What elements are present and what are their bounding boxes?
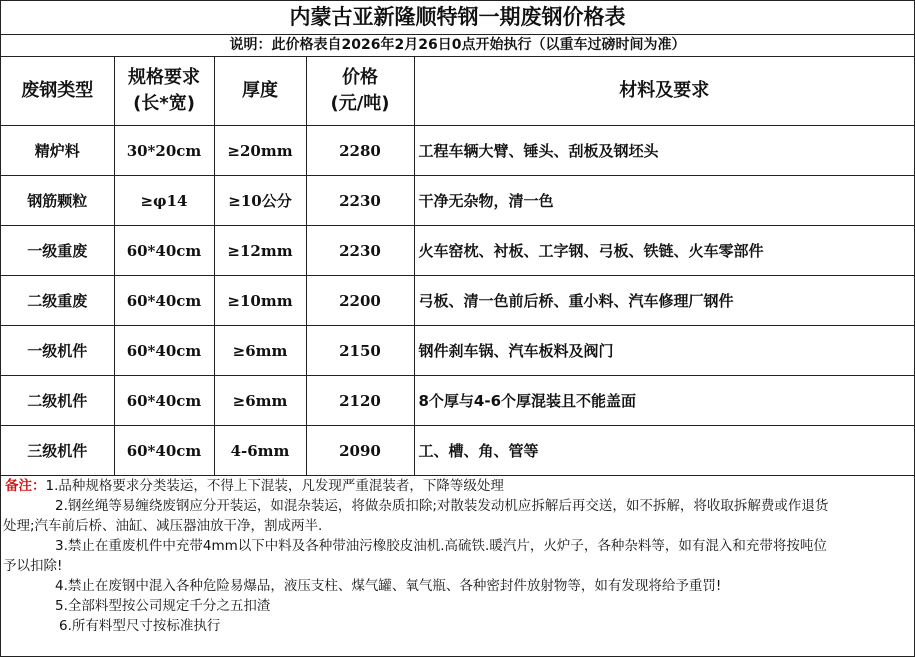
remark-5: 5.全部料型按公司规定千分之五扣渣 <box>55 598 271 614</box>
table-row <box>1 276 914 326</box>
header-material: 材料及要求 <box>414 57 914 126</box>
header-spec <box>114 57 214 126</box>
cell-price: 2200 <box>306 276 414 326</box>
cell-material: 8个厚与4-6个厚混装且不能盖面 <box>414 376 914 426</box>
remark-1 <box>1 476 914 496</box>
price-table <box>1 57 914 476</box>
cell-spec: ≥φ14 <box>114 176 214 226</box>
cell-type: 精炉料 <box>1 126 114 176</box>
cell-thickness: ≥10公分 <box>214 176 306 226</box>
cell-spec: 30*20cm <box>114 126 214 176</box>
header-price-line1: 价格 <box>342 67 378 88</box>
table-row <box>1 426 914 476</box>
cell-thickness: ≥10mm <box>214 276 306 326</box>
remark-2: 2.钢丝绳等易缠绕废钢应分开装运，如混杂装运，将做杂质扣除;对散装发动机应拆解后再交送，如不拆解，将收取拆解费或作退货 <box>55 498 829 514</box>
table-row <box>1 126 914 176</box>
table-header-row <box>1 57 914 126</box>
header-type: 废钢类型 <box>1 57 114 126</box>
table-row <box>1 226 914 276</box>
table-row <box>1 176 914 226</box>
remark-3: 3.禁止在重废机件中充带4mm以下中料及各种带油污橡胶皮油机.高硫铁.暖汽片，火炉子，各种杂料等，如有混入和充带将按吨位 <box>55 538 827 554</box>
cell-material: 钢件刹车锅、汽车板料及阀门 <box>414 326 914 376</box>
cell-price: 2120 <box>306 376 414 426</box>
remarks-label: 备注： <box>5 478 46 494</box>
header-price-line2: (元/吨) <box>330 93 390 114</box>
table-row <box>1 376 914 426</box>
cell-type: 一级机件 <box>1 326 114 376</box>
remark-3-cont: 予以扣除! <box>3 558 63 574</box>
cell-thickness: ≥6mm <box>214 376 306 426</box>
remark-2-cont: 处理;汽车前后桥、油缸、减压器油放干净，割成两半. <box>3 518 323 534</box>
cell-price: 2230 <box>306 176 414 226</box>
cell-spec: 60*40cm <box>114 326 214 376</box>
cell-spec: 60*40cm <box>114 426 214 476</box>
remark-6: 6.所有料型尺寸按标准执行 <box>59 618 221 634</box>
cell-price: 2150 <box>306 326 414 376</box>
cell-thickness: 4-6mm <box>214 426 306 476</box>
cell-type: 三级机件 <box>1 426 114 476</box>
cell-type: 二级机件 <box>1 376 114 426</box>
header-spec-line2: (长*宽) <box>133 93 195 114</box>
cell-price: 2230 <box>306 226 414 276</box>
header-spec-line1: 规格要求 <box>128 67 200 88</box>
effective-note: 说明：此价格表自2026年2月26日0点开始执行（以重车过磅时间为准） <box>1 35 914 57</box>
header-thickness: 厚度 <box>214 57 306 126</box>
cell-price: 2280 <box>306 126 414 176</box>
cell-price: 2090 <box>306 426 414 476</box>
cell-thickness: ≥6mm <box>214 326 306 376</box>
cell-thickness: ≥12mm <box>214 226 306 276</box>
cell-material: 工、槽、角、管等 <box>414 426 914 476</box>
cell-material: 弓板、清一色前后桥、重小料、汽车修理厂钢件 <box>414 276 914 326</box>
cell-type: 钢筋颗粒 <box>1 176 114 226</box>
table-row <box>1 326 914 376</box>
remarks-section <box>1 476 914 636</box>
cell-type: 二级重废 <box>1 276 114 326</box>
cell-material: 干净无杂物，清一色 <box>414 176 914 226</box>
remark-4: 4.禁止在废钢中混入各种危险易爆品，液压支柱、煤气罐、氧气瓶、各种密封件放射物等，如有发现将给予重罚! <box>55 578 722 594</box>
cell-spec: 60*40cm <box>114 226 214 276</box>
remark-1-text: 1.品种规格要求分类装运，不得上下混装，凡发现严重混装者，下降等级处理 <box>45 478 504 494</box>
page-title: 内蒙古亚新隆顺特钢一期废钢价格表 <box>1 1 914 35</box>
cell-spec: 60*40cm <box>114 276 214 326</box>
cell-material: 火车窑枕、衬板、工字钢、弓板、铁链、火车零部件 <box>414 226 914 276</box>
cell-spec: 60*40cm <box>114 376 214 426</box>
cell-thickness: ≥20mm <box>214 126 306 176</box>
cell-type: 一级重废 <box>1 226 114 276</box>
cell-material: 工程车辆大臂、锤头、刮板及钢坯头 <box>414 126 914 176</box>
header-price <box>306 57 414 126</box>
